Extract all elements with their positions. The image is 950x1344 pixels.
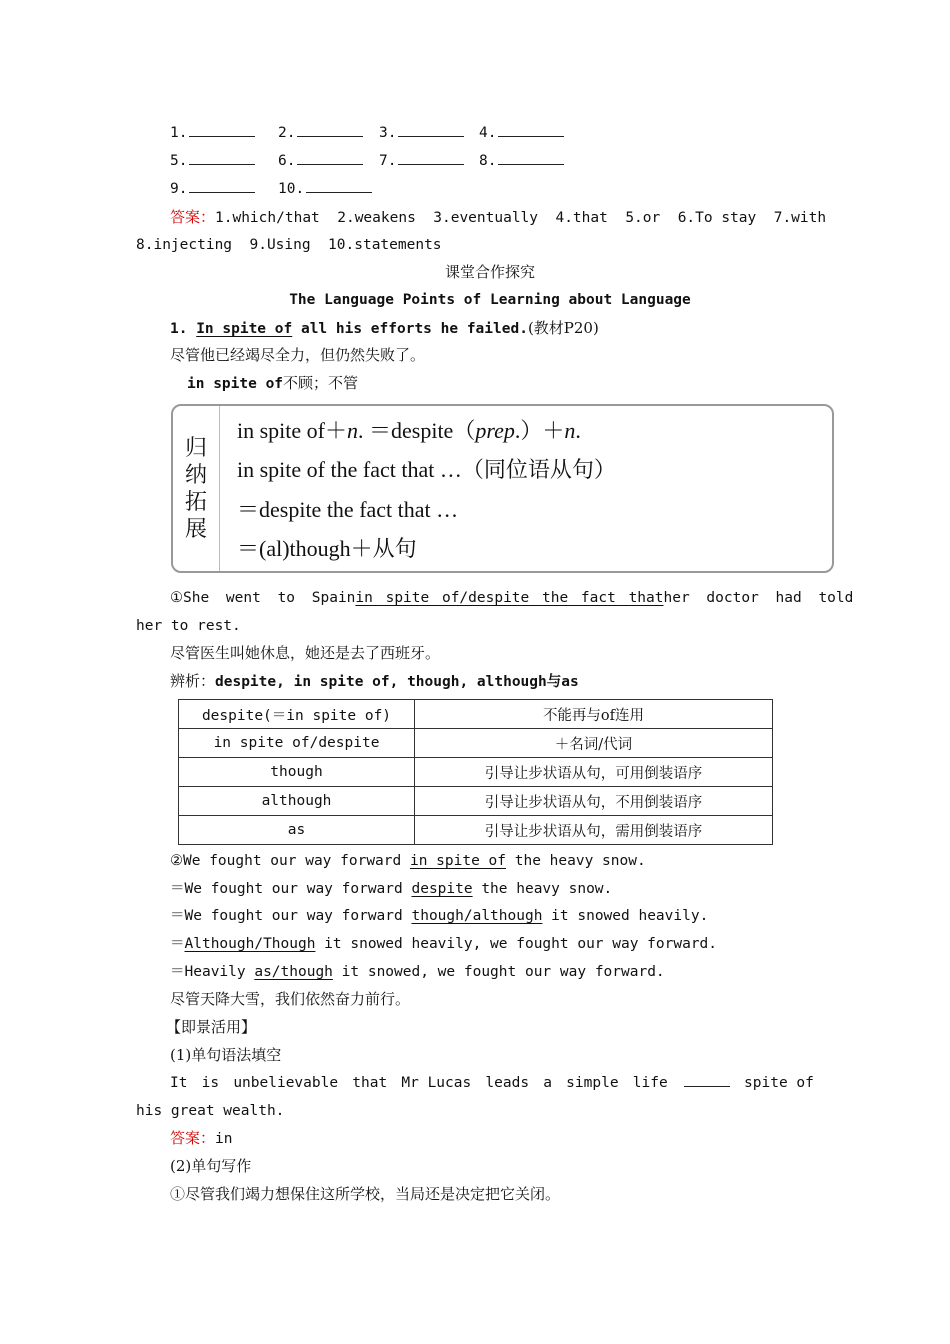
practice-question-2: ①尽管我们竭力想保住这所学校，当局还是决定把它关闭。: [170, 1185, 561, 1203]
answer-line-2: 8.injecting 9.Using 10.statements: [136, 237, 442, 253]
section-heading: 课堂合作探究: [444, 263, 535, 281]
summary-box: [171, 404, 834, 573]
example-2-line-4: ＝Although/Though it snowed heavily, we fought our way forward.: [170, 936, 718, 952]
example-1-translation: 尽管医生叫她休息，她还是去了西班牙。: [170, 644, 441, 662]
summary-side-label: 归 纳 拓 展: [173, 406, 220, 571]
point-1-definition: in spite of不顾；不管: [187, 374, 359, 392]
practice-question-1-line-2: his great wealth.: [136, 1103, 285, 1119]
blank-4: 4.: [479, 123, 564, 143]
practice-answer: 答案：in: [170, 1129, 233, 1147]
answer-text: 1.which/that 2.weakens 3.eventually 4.that 5.or 6.To stay 7.with: [215, 210, 827, 226]
blank-10: 10.: [278, 179, 372, 199]
point-1-translation: 尽管他已经竭尽全力，但仍然失败了。: [170, 346, 426, 364]
blank-3: 3.: [379, 123, 464, 143]
point-1-sentence: 1. In spite of all his efforts he failed.(教材P20): [170, 319, 599, 337]
blank-5: 5.: [170, 151, 255, 171]
summary-row-2: in spite of the fact that …（同位语从句）: [237, 457, 616, 482]
example-2-line-5: ＝Heavily as/though it snowed, we fought our way forward.: [170, 964, 665, 980]
blank-6: 6.: [278, 151, 363, 171]
point-1-phrase: In spite of: [196, 321, 293, 337]
section-subheading: The Language Points of Learning about Language: [289, 292, 691, 308]
practice-part-2: (2)单句写作: [170, 1157, 252, 1175]
table-row: in spite of/despite ＋名词/代词: [179, 729, 773, 758]
practice-question-1: It is unbelievable that Mr Lucas leads a simple life spite of: [170, 1075, 814, 1091]
blank-2: 2.: [278, 123, 363, 143]
comparison-table: [178, 699, 773, 845]
analysis-line: 辨析：despite, in spite of, though, although与as: [170, 672, 579, 690]
table-row: though 引导让步状语从句，可用倒装语序: [179, 758, 773, 787]
example-1-line-1: ①She went to Spain in spite of/despite the fact that her doctor had told: [170, 590, 854, 606]
blank-1: 1.: [170, 123, 255, 143]
practice-part-1: (1)单句语法填空: [170, 1046, 282, 1064]
blank-9: 9.: [170, 179, 255, 199]
summary-row-1: in spite of＋n. ＝despite（prep.）＋n.: [237, 418, 581, 443]
example-2-line-1: ②We fought our way forward in spite of the heavy snow.: [170, 853, 646, 869]
answer-blank[interactable]: [684, 1073, 730, 1087]
example-2-translation: 尽管天降大雪，我们依然奋力前行。: [170, 990, 411, 1008]
example-2-line-3: ＝We fought our way forward though/although it snowed heavily.: [170, 908, 709, 924]
table-row: although 引导让步状语从句，不用倒装语序: [179, 787, 773, 816]
example-1-line-2: her to rest.: [136, 618, 241, 634]
practice-title: 【即景活用】: [166, 1018, 257, 1036]
summary-row-4: ＝(al)though＋从句: [237, 536, 417, 561]
summary-row-3: ＝despite the fact that …: [237, 497, 459, 522]
answer-label: 答案：: [170, 208, 216, 226]
example-2-line-2: ＝We fought our way forward despite the heavy snow.: [170, 881, 613, 897]
answer-line-1: [170, 207, 826, 228]
blank-8: 8.: [479, 151, 564, 171]
table-row: despite(＝in spite of) 不能再与of连用: [179, 700, 773, 729]
table-row: as 引导让步状语从句，需用倒装语序: [179, 816, 773, 845]
blank-7: 7.: [379, 151, 464, 171]
